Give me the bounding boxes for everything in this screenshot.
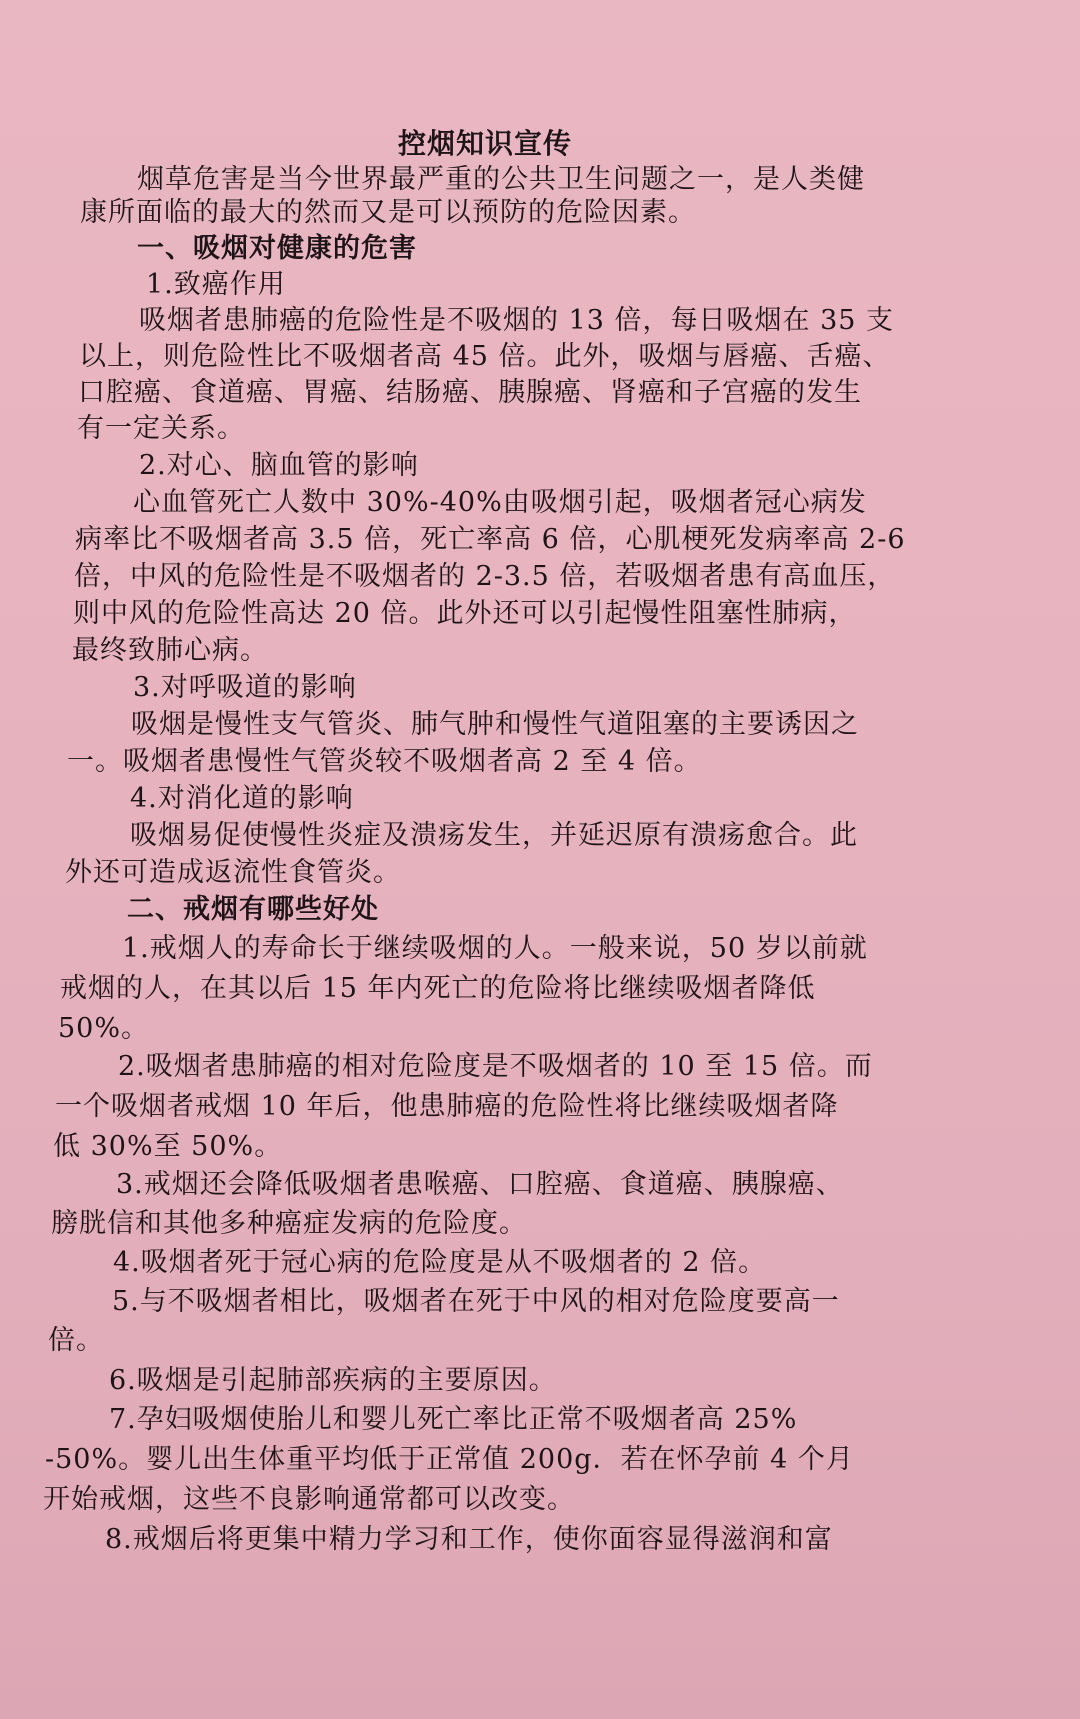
intro-line: 烟草危害是当今世界最严重的公共卫生问题之一，是人类健 <box>137 164 865 195</box>
paragraph-line: 一。吸烟者患慢性气管炎较不吸烟者高 2 至 4 倍。 <box>67 746 702 777</box>
benefit-line: 6.吸烟是引起肺部疾病的主要原因。 <box>109 1365 557 1396</box>
paragraph-line: 口腔癌、食道癌、胃癌、结肠癌、胰腺癌、肾癌和子宫癌的发生 <box>78 377 862 408</box>
paragraph-line: 病率比不吸烟者高 3.5 倍，死亡率高 6 倍，心肌梗死发病率高 2-6 <box>75 524 906 555</box>
benefit-line: 倍。 <box>48 1325 104 1356</box>
benefit-line: 3.戒烟还会降低吸烟者患喉癌、口腔癌、食道癌、胰腺癌、 <box>116 1169 844 1200</box>
benefit-line: -50%。婴儿出生体重平均低于正常值 200g．若在怀孕前 4 个月 <box>45 1444 854 1475</box>
paragraph-line: 心血管死亡人数中 30%-40%由吸烟引起，吸烟者冠心病发 <box>133 487 867 518</box>
benefit-line: 7.孕妇吸烟使胎儿和婴儿死亡率比正常不吸烟者高 25% <box>109 1404 798 1435</box>
intro-line: 康所面临的最大的然而又是可以预防的危险因素。 <box>80 197 696 228</box>
paragraph-line: 则中风的危险性高达 20 倍。此外还可以引起慢性阻塞性肺病， <box>73 598 857 629</box>
benefit-line: 一个吸烟者戒烟 10 年后，他患肺癌的危险性将比继续吸烟者降 <box>55 1091 839 1122</box>
paragraph-line: 吸烟是慢性支气管炎、肺气肿和慢性气道阻塞的主要诱因之 <box>131 709 859 740</box>
benefit-line: 开始戒烟，这些不良影响通常都可以改变。 <box>43 1484 575 1515</box>
paragraph-line: 以上，则危险性比不吸烟者高 45 倍。此外，吸烟与唇癌、舌癌、 <box>79 341 891 372</box>
benefit-line: 50%。 <box>58 1013 150 1044</box>
benefit-line: 8.戒烟后将更集中精力学习和工作，使你面容显得滋润和富 <box>105 1524 833 1555</box>
benefit-line: 1.戒烟人的寿命长于继续吸烟的人。一般来说，50 岁以前就 <box>122 933 868 964</box>
benefit-line: 低 30%至 50%。 <box>53 1131 283 1162</box>
paragraph-line: 有一定关系。 <box>77 413 245 444</box>
paragraph-line: 吸烟者患肺癌的危险性是不吸烟的 13 倍，每日吸烟在 35 支 <box>139 305 895 336</box>
subsection-title: 1.致癌作用 <box>146 269 286 300</box>
document-title: 控烟知识宣传 <box>398 127 573 160</box>
section-1-heading: 一、吸烟对健康的危害 <box>137 233 417 264</box>
benefit-line: 戒烟的人，在其以后 15 年内死亡的危险将比继续吸烟者降低 <box>60 973 816 1004</box>
section-2-heading: 二、戒烟有哪些好处 <box>127 894 379 925</box>
subsection-title: 3.对呼吸道的影响 <box>133 672 357 703</box>
paragraph-line: 吸烟易促使慢性炎症及溃疡发生，并延迟原有溃疡愈合。此 <box>130 820 858 851</box>
benefit-line: 5.与不吸烟者相比，吸烟者在死于中风的相对危险度要高一 <box>112 1286 840 1317</box>
benefit-line: 4.吸烟者死于冠心病的危险度是从不吸烟者的 2 倍。 <box>113 1247 767 1278</box>
paragraph-line: 倍，中风的危险性是不吸烟者的 2-3.5 倍，若吸烟者患有高血压， <box>74 561 896 592</box>
paragraph-line: 外还可造成返流性食管炎。 <box>65 857 401 888</box>
subsection-title: 4.对消化道的影响 <box>130 783 354 814</box>
benefit-line: 膀胱信和其他多种癌症发病的危险度。 <box>51 1208 527 1239</box>
benefit-line: 2.吸烟者患肺癌的相对危险度是不吸烟者的 10 至 15 倍。而 <box>118 1051 873 1082</box>
paragraph-line: 最终致肺心病。 <box>72 635 268 666</box>
subsection-title: 2.对心、脑血管的影响 <box>139 450 419 481</box>
